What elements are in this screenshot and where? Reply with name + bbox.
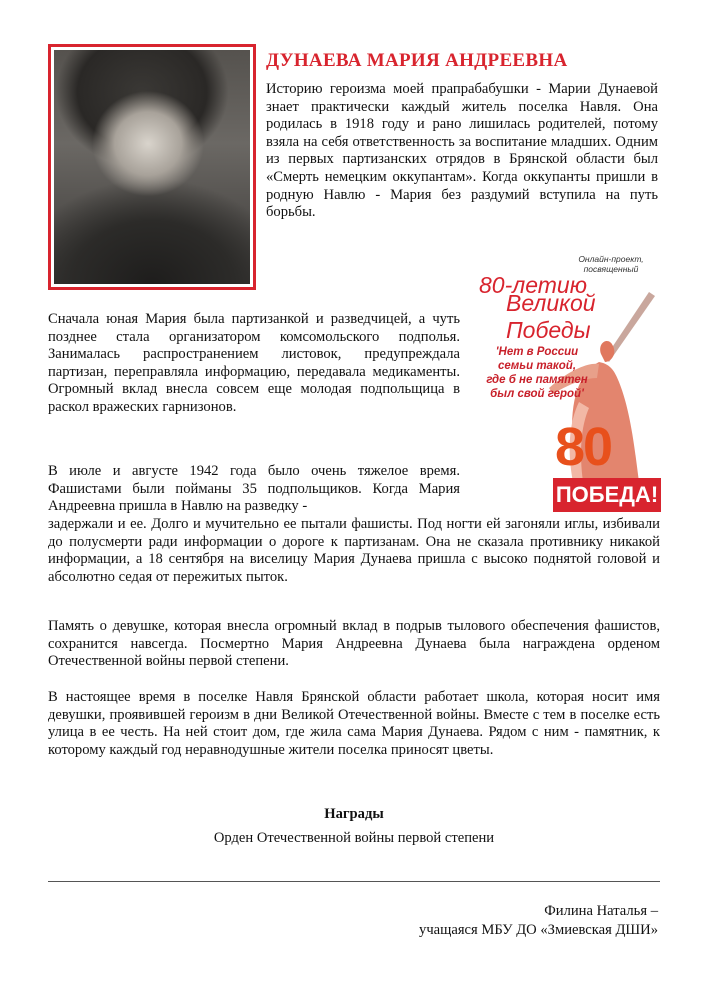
paragraph-memory: Память о девушке, которая внесла огромный вклад в подрыв тылового обеспечения фашистов, сохранится навсегда. Посмертно Мария Андреевна Дунаева была награждена орденом Отечественной войны первой степени. bbox=[48, 618, 660, 670]
victory-poster bbox=[469, 252, 667, 515]
poster-quote-line-4: был свой герой' bbox=[490, 388, 584, 400]
poster-quote-line-3: где б не памятен bbox=[486, 374, 588, 386]
portrait-photo-frame bbox=[48, 44, 256, 290]
paragraph-partisan: Сначала юная Мария была партизанкой и разведчицей, а чуть позднее стала организатором комсомольского подполья. Занималась распространением листовок, предупреждала партизан, переправляла информацию, передавала медикаменты. Огромный вклад внесла совсем еще молодая подпольщица в раскол вражеских гарнизонов. bbox=[48, 311, 460, 415]
divider-line bbox=[48, 881, 660, 882]
poster-quote bbox=[483, 345, 591, 401]
article-title: ДУНАЕВА МАРИЯ АНДРЕЕВНА bbox=[266, 50, 568, 71]
poster-quote-line-2: семьи такой, bbox=[497, 360, 577, 372]
paragraph-capture-start: В июле и августе 1942 года было очень тяжелое время. Фашистами были пойманы 35 подпольщиков. Когда Мария Андреевна пришла в Навлю на разведку - bbox=[48, 463, 460, 515]
poster-banner: ПОБЕДА! bbox=[553, 478, 661, 512]
portrait-photo bbox=[54, 50, 250, 284]
author-name: Филина Наталья – bbox=[544, 903, 658, 919]
paragraph-present: В настоящее время в поселке Навля Брянской области работает школа, которая носит имя девушки, проявившей героизм в дни Великой Отечественной войны. Вместе с тем в поселке есть улица в ее честь. На ней стоит дом, где жила сама Мария Дунаева. Рядом с ним - памятник, к которому каждый год неравнодушные жители поселка приносят цветы. bbox=[48, 689, 660, 758]
awards-item: Орден Отечественной войны первой степени bbox=[213, 830, 495, 846]
paragraph-capture-end: задержали и ее. Долго и мучительно ее пытали фашисты. Под ногти ей загоняли иглы, избивали до полусмерти ради информации о дороге к партизанам. Она не сказала противнику никакой информации, а 18 сентября на виселицу Мария Дунаева пришла с высоко поднятой головой и абсолютно седая от пережитых пыток. bbox=[48, 516, 660, 585]
poster-quote-line-1: 'Нет в России bbox=[495, 346, 579, 358]
poster-number-80: 80 bbox=[555, 417, 612, 477]
poster-headline-2: Великой Победы bbox=[506, 290, 596, 343]
poster-headline-1: 80-летию bbox=[479, 272, 587, 298]
author-school: учащаяся МБУ ДО «Змиевская ДШИ» bbox=[419, 922, 658, 938]
poster-tagline-line-2: посвященный bbox=[583, 263, 639, 274]
awards-heading: Награды bbox=[324, 806, 384, 822]
poster-tagline-line-1: Онлайн-проект, bbox=[578, 254, 644, 264]
paragraph-intro: Историю героизма моей прапрабабушки - Марии Дунаевой знает практически каждый житель поселка Навля. Она родилась в 1918 году и рано лишилась родителей, потому взяла на себя ответственность за воспитание младших. Одним из первых партизанских отрядов в Брянской области был «Смерть немецким оккупантам». Когда оккупанты пришли в родную Навлю - Мария без раздумий вступила на путь борьбы. bbox=[266, 81, 658, 221]
